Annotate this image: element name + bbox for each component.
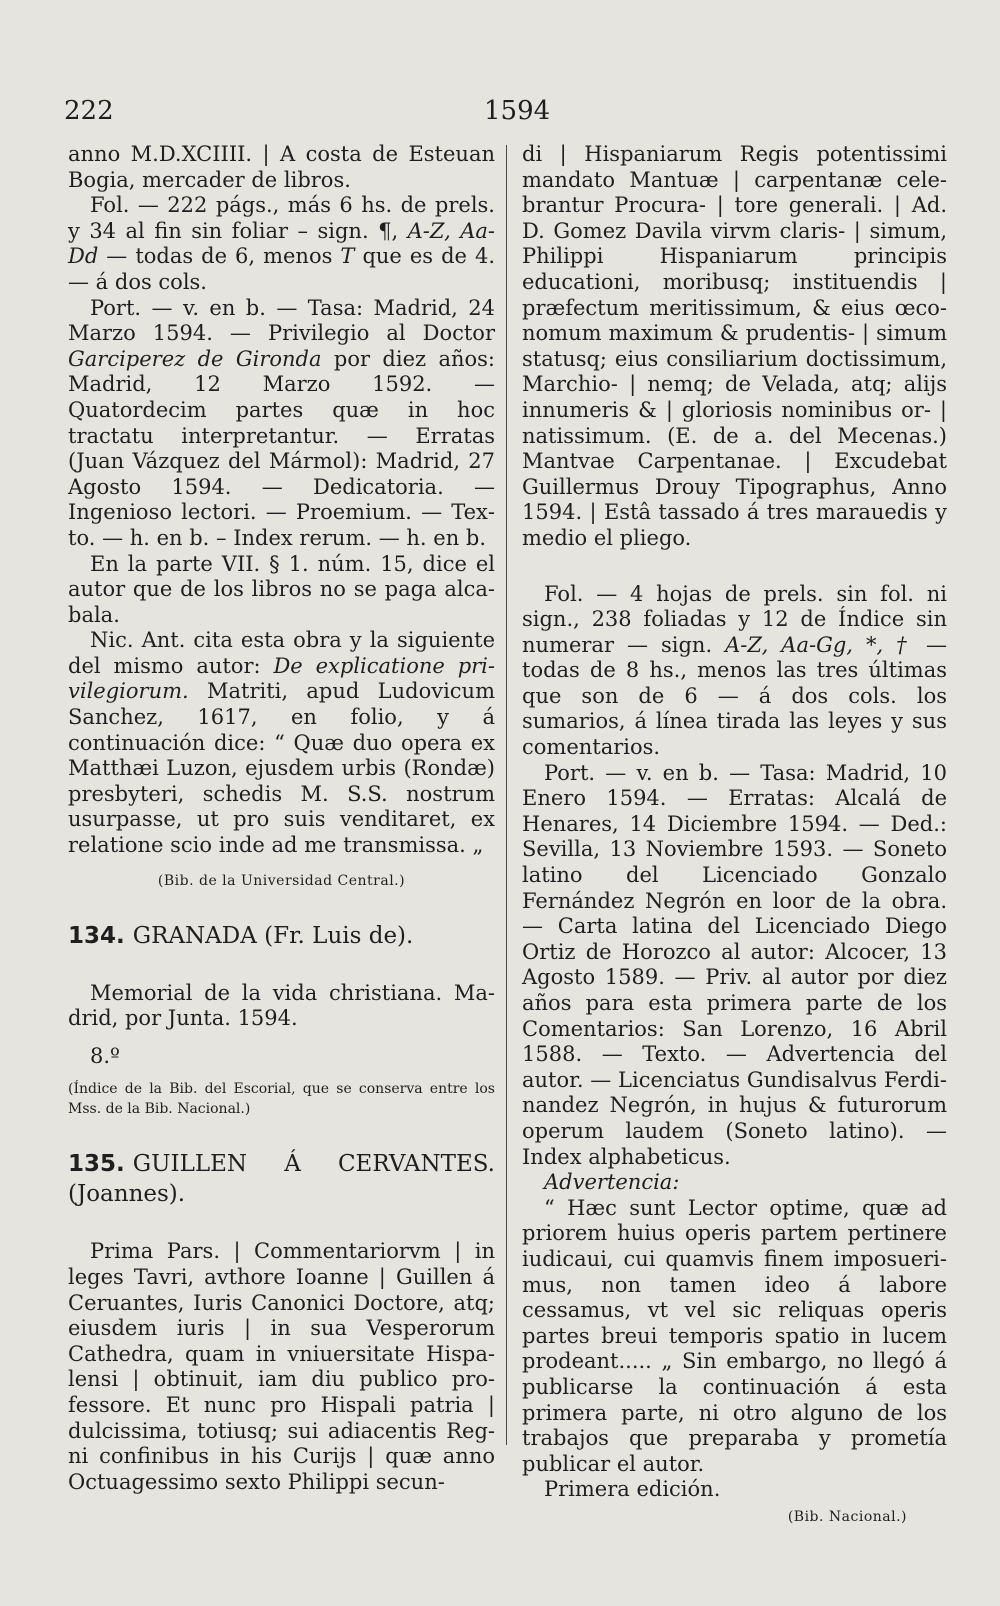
- entry-number: 134.: [68, 922, 125, 949]
- entry-135-heading: [68, 1149, 495, 1209]
- paragraph-imprint-end: anno M.D.XCIIII. | A costa de Esteuan Bogia, mercader de libros.: [68, 142, 495, 192]
- running-head-year: 1594: [484, 96, 551, 126]
- entry-number: 135.: [68, 1151, 125, 1178]
- library-source: (Bib. Nacional.): [787, 1508, 907, 1525]
- paragraph-title-continued: di | Hispaniarum Regis potentissimi mandato Mantuæ | carpentanæ celebrantur Procura- | tore generali. | Ad. D. Gomez Davila virvm claris- | simum, Philippi Hispaniarum principis educationi, moribusq; instituendis | præfectum meritissimum, & eius œconomum maximum & prudentis- | simum statusq; eius consiliarium doctissimum, Marchio- | nemq; de Velada, atq; alijs innumeris & | gloriosis nominibus or- | natissimum. (E. de a. del Mecenas.) Mantvae Carpentanae. | Excudebat Guillermus Drouy Tipographus, Anno 1594. | Estâ tassado á tres marauedis y medio el pliego.: [522, 142, 947, 550]
- page-number: 222: [64, 96, 114, 126]
- paragraph-nic-ant: Nic. Ant. cita esta obra y la siguiente del mismo autor: De explicatione privilegiorum. Matriti, apud Ludovicum Sanchez, 1617, en folio, y á continuación dice: “ Quæ duo opera ex Matthæi Luzon, ejusdem urbis (Rondæ) presbyteri, schedis M. S.S. nostrum usurpasse, ut pro suis venditaret, ex relatione scio inde ad me transmissa. „: [68, 628, 495, 858]
- paragraph-note-alcabala: En la parte VII. § 1. núm. 15, dice el autor que de los libros no se paga alcabala.: [68, 551, 495, 627]
- left-column: [68, 142, 495, 1495]
- paragraph-contents: Port. — v. en b. — Tasa: Madrid, 10 Enero 1594. — Erratas: Alcalá de Henares, 14 Diciembre 1594. — Ded.: Sevilla, 13 Noviembre 1593. — Soneto latino del Licenciado Gonzalo Fernández Negrón en loor de la obra. — Carta latina del Licenciado Diego Ortiz de Horozco al autor: Alcocer, 13 Agosto 1589. — Priv. al autor por diez años para esta primera parte de los Comentarios: San Lorenzo, 16 Abril 1588. — Texto. — Advertencia del autor. — Licenciatus Gundisalvus Ferdinandez Negrón, in hujus & futurorum operum laudem (Soneto latino). — Index alphabeticus.: [522, 760, 947, 1169]
- advertencia-label: Advertencia:: [544, 1170, 680, 1195]
- entry-134-heading: [68, 921, 495, 951]
- entry-author: GUILLEN Á CERVANTES. (Joannes).: [68, 1151, 495, 1208]
- entry-135-title: Prima Pars. | Commentariorvm | in leges Tavri, avthore Ioanne | Guillen á Ceruantes, Iuris Canonici Doctore, atq; eiusdem iuris | in sua Vesperorum Cathedra, quam in vniuersitate Hispalensi | obtinuit, iam diu publico professore. Et nunc pro Hispali patria | dulcissima, totiusq; sui adiacentis Regni confinibus in his Curijs | quæ anno Octuagessimo sexto Philippi secun-: [68, 1239, 495, 1494]
- entry-134-format: 8.º: [90, 1043, 120, 1068]
- library-source: (Bib. de la Universidad Central.): [157, 872, 406, 889]
- paragraph-advertencia: “ Hæc sunt Lector optime, quæ ad priorem huius operis partem pertinere iudicaui, cui quamvis finem imposuerimus, non tamen ideo á labore cessamus, vt vel sic reliquas operis partes breui temporis spatio in lucem prodeant..... „ Sin embargo, no llegó á publicarse la continuación á esta primera parte, ni otro alguno de los trabajos que preparaba y prometía publicar el autor.: [522, 1195, 947, 1476]
- entry-134-note: (Índice de la Bib. del Escorial, que se conserva entre los Mss. de la Bib. Nacional.): [68, 1081, 495, 1118]
- entry-134-title: Memorial de la vida christiana. Madrid, por Junta. 1594.: [68, 980, 495, 1031]
- entry-author: GRANADA (Fr. Luis de).: [132, 922, 414, 949]
- paragraph-collation: Fol. — 4 hojas de prels. sin fol. ni sign., 238 foliadas y 12 de Índice sin numerar — sign. A-Z, Aa-Gg, *, † — todas de 8 hs., menos las tres últimas que son de 6 — á dos cols. los sumarios, á línea tirada las leyes y sus comentarios.: [522, 581, 947, 760]
- column-divider: [506, 145, 507, 1445]
- paragraph-edition: Primera edición.: [544, 1477, 721, 1502]
- paragraph-contents: Port. — v. en b. — Tasa: Madrid, 24 Marzo 1594. — Privilegio al Doctor Garciperez de Gironda por diez años: Madrid, 12 Marzo 1592. — Quatordecim partes quæ in hoc tractatu interpretantur. — Erratas (Juan Vázquez del Mármol): Madrid, 27 Agosto 1594. — Dedicatoria. — Ingenioso lectori. — Proemium. — Texto. — h. en b. – Index rerum. — h. en b.: [68, 295, 495, 550]
- right-column: [522, 142, 947, 1527]
- paragraph-collation: Fol. — 222 págs., más 6 hs. de prels. y 34 al fin sin foliar – sign. ¶, A-Z, Aa-Dd — todas de 6, menos T que es de 4. — á dos cols.: [68, 193, 495, 294]
